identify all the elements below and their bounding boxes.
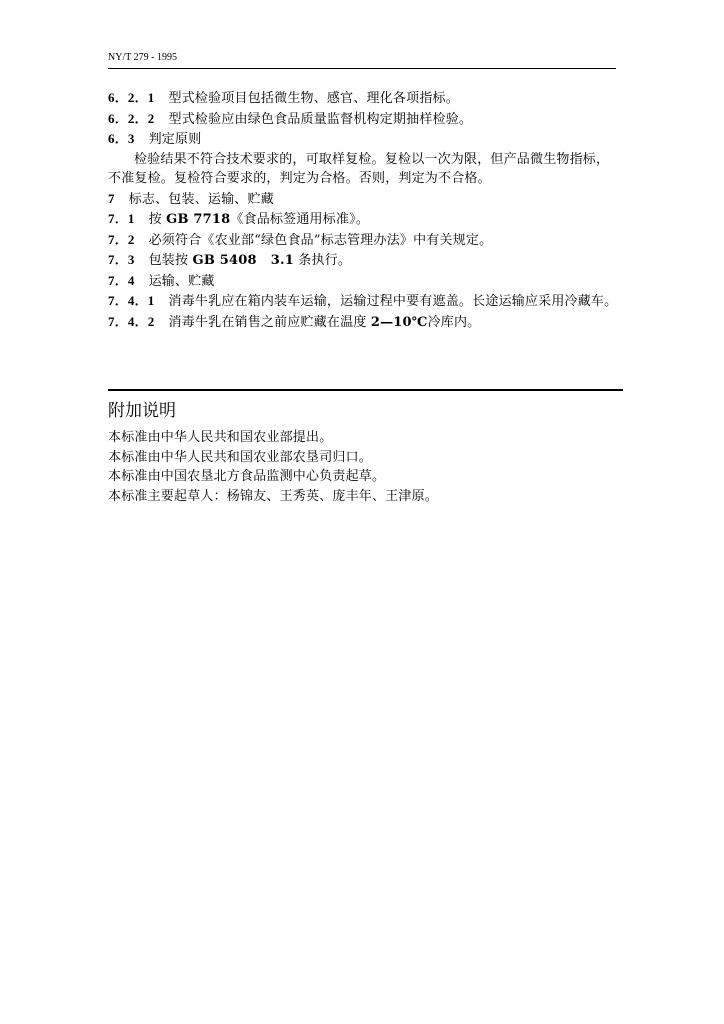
clause-number: 6．2．2 — [108, 110, 155, 126]
clause-number: 7．2 — [108, 231, 135, 247]
clause-7-1 — [108, 209, 618, 230]
section-divider — [108, 389, 623, 391]
clause-7-4 — [108, 271, 618, 292]
appendix-line: 本标准由中华人民共和国农业部农垦司归口。 — [108, 449, 373, 465]
clause-number: 7．4 — [108, 272, 135, 288]
clause-number: 7 — [108, 190, 115, 206]
standard-code: GB 7718 — [166, 212, 231, 227]
standard-subclause: 3.1 — [270, 253, 294, 268]
appendix-title: 附加说明 — [108, 401, 176, 421]
clause-text: 判定原则 — [148, 132, 202, 147]
clause-number: 7．4．1 — [108, 293, 155, 308]
clause-text-before: 按 — [148, 212, 167, 227]
clause-number: 7．1 — [108, 211, 135, 226]
clause-text-before: 包装按 — [148, 253, 193, 268]
clause-text-after: 《食品标签通用标准》。 — [230, 212, 370, 227]
clause-text-after: 条执行。 — [293, 253, 352, 268]
clause-6-3-paragraph: 检验结果不符合技术要求的，可取样复检。复检以一次为限，但产品微生物指标，不准复检。复检符合要求的，判定为合格。否则，判定为不合格。 — [108, 151, 610, 186]
clause-6-2-1 — [108, 88, 618, 109]
clause-text: 必须符合《农业部“绿色食品”标志管理办法》中有关规定。 — [148, 232, 493, 248]
clause-number: 7．4．2 — [108, 313, 155, 329]
clause-7 — [108, 189, 618, 210]
appendix-body — [108, 428, 618, 506]
clause-text: 消毒牛乳应在箱内装车运输，运输过程中要有遮盖。长途运输应采用冷藏车。 — [168, 294, 618, 309]
appendix-line: 本标准主要起草人：杨锦友、王秀英、庞丰年、王津原。 — [108, 488, 439, 504]
clause-text: 型式检验项目包括微生物、感官、理化各项指标。 — [168, 91, 459, 106]
header-rule — [108, 68, 616, 69]
clause-7-2 — [108, 230, 618, 251]
doc-code: NY/T 279 - 1995 — [108, 52, 177, 63]
clause-6-3 — [108, 129, 618, 150]
clause-7-4-1 — [108, 291, 618, 312]
clause-text-before: 消毒牛乳在销售之前应贮藏在温度 — [168, 314, 371, 330]
clause-text-after: 冷库内。 — [427, 314, 481, 330]
clause-number: 6．2．1 — [108, 90, 155, 105]
clause-text: 运输、贮藏 — [148, 273, 215, 289]
clause-7-4-2 — [108, 312, 618, 333]
standard-code: GB 5408 — [192, 253, 257, 268]
appendix-line: 本标准由中国农垦北方食品监测中心负责起草。 — [108, 469, 386, 484]
document-body — [108, 88, 618, 332]
appendix-line: 本标准由中华人民共和国农业部提出。 — [108, 430, 333, 445]
clause-text: 型式检验应由绿色食品质量监督机构定期抽样检验。 — [168, 111, 473, 127]
clause-text: 标志、包装、运输、贮藏 — [128, 191, 274, 207]
clause-6-2-2 — [108, 109, 618, 130]
clause-number: 6．3 — [108, 131, 135, 146]
clause-7-3 — [108, 250, 618, 271]
clause-number: 7．3 — [108, 252, 135, 267]
temperature-range: 2—10℃ — [370, 314, 428, 330]
